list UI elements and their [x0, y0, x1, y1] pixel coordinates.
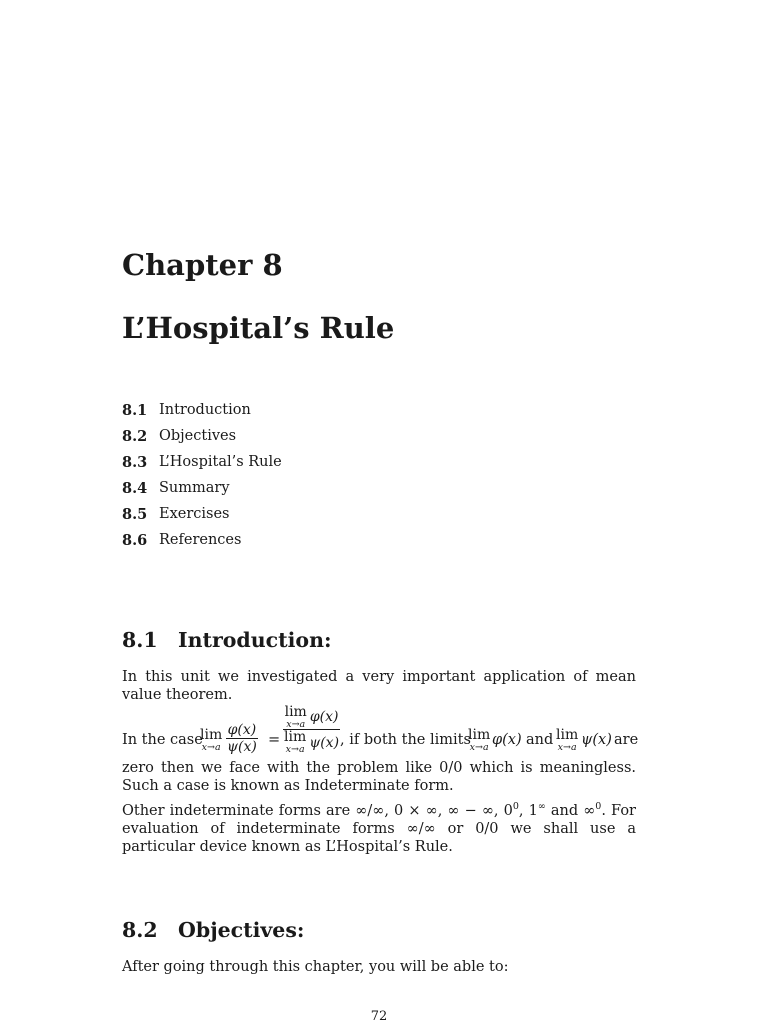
fraction-phi-over-psi	[225, 722, 259, 755]
table-of-contents	[122, 397, 282, 553]
limit-operator	[284, 730, 306, 755]
page-number: 72	[370, 1009, 388, 1024]
intro-paragraph-2: zero then we face with the problem like 0/0 which is meaningless. Such a case is known as Indeterminate form.	[122, 759, 636, 795]
toc-item[interactable]	[122, 423, 282, 449]
section-number: 8.1	[122, 628, 158, 652]
toc-label: Exercises	[159, 506, 230, 522]
lim-word: lim	[284, 729, 307, 746]
toc-label: Objectives	[159, 428, 237, 444]
limit-operator	[200, 728, 222, 753]
toc-label: L’Hospital’s Rule	[159, 454, 282, 470]
phi-expression: φ(x)	[492, 731, 522, 748]
fraction-denominator: ψ(x)	[227, 738, 257, 755]
indeterminate-forms-text: , 1	[518, 802, 538, 819]
intro-formula-line	[122, 703, 639, 759]
fraction-numerator	[283, 705, 341, 731]
limit-operator	[285, 705, 307, 730]
toc-number: 8.6	[122, 531, 148, 549]
toc-item[interactable]	[122, 527, 282, 553]
objectives-body	[122, 958, 636, 976]
psi-expression: ψ(x)	[581, 731, 612, 748]
psi-expression: ψ(x)	[309, 734, 340, 751]
lim-word: lim	[200, 726, 223, 743]
introduction-body	[122, 668, 639, 857]
formula-lead-text: In the case	[122, 731, 203, 748]
toc-item[interactable]	[122, 501, 282, 527]
indeterminate-forms-text: and ∞	[545, 802, 596, 819]
chapter-title: L’Hospital’s Rule	[122, 311, 395, 345]
toc-label: Introduction	[159, 402, 251, 418]
superscript: 0	[512, 800, 519, 812]
toc-number: 8.5	[122, 505, 148, 523]
lim-subscript: x→a	[557, 741, 577, 753]
indeterminate-forms-text: . For evaluation of indeterminate forms ∞/∞ or 0/0 we shall use a particular device known as L’Hospital’s Rule.	[122, 802, 636, 856]
lim-subscript: x→a	[285, 744, 305, 756]
toc-number: 8.2	[122, 427, 148, 445]
formula-and-text: and	[526, 731, 554, 748]
toc-label: References	[159, 532, 242, 548]
superscript: 0	[595, 800, 602, 812]
fraction-of-limits	[282, 705, 341, 755]
toc-label: Summary	[159, 480, 230, 496]
section-heading-introduction	[122, 628, 332, 652]
limit-operator	[468, 728, 490, 753]
fraction-numerator: φ(x)	[227, 721, 257, 738]
section-title: Objectives:	[178, 918, 305, 942]
intro-paragraph-3	[122, 802, 636, 857]
section-number: 8.2	[122, 918, 158, 942]
objectives-paragraph-1: After going through this chapter, you will be able to:	[122, 959, 509, 975]
limit-operator	[556, 728, 578, 753]
fraction-denominator	[282, 730, 341, 755]
toc-item[interactable]	[122, 397, 282, 423]
intro-paragraph-1: In this unit we investigated a very important application of mean value theorem.	[122, 669, 636, 704]
phi-expression: φ(x)	[309, 709, 339, 726]
lim-subscript: x→a	[469, 741, 489, 753]
toc-item[interactable]	[122, 475, 282, 501]
lim-subscript: x→a	[201, 741, 221, 753]
formula-mid-text: , if both the limits	[340, 731, 471, 748]
toc-number: 8.4	[122, 479, 148, 497]
section-heading-objectives	[122, 918, 304, 942]
equals-sign: =	[268, 731, 281, 748]
indeterminate-forms-text: Other indeterminate forms are ∞/∞, 0 × ∞, ∞ − ∞, 0	[122, 802, 513, 819]
toc-number: 8.3	[122, 453, 148, 471]
lim-subscript: x→a	[286, 718, 306, 730]
section-title: Introduction:	[178, 628, 332, 652]
formula-tail-text: are	[614, 731, 639, 748]
chapter-label: Chapter 8	[122, 248, 283, 282]
superscript: ∞	[537, 800, 546, 812]
lim-word: lim	[284, 703, 307, 720]
toc-item[interactable]	[122, 449, 282, 475]
toc-number: 8.1	[122, 401, 148, 419]
lim-word: lim	[468, 726, 491, 743]
lim-word: lim	[556, 726, 579, 743]
